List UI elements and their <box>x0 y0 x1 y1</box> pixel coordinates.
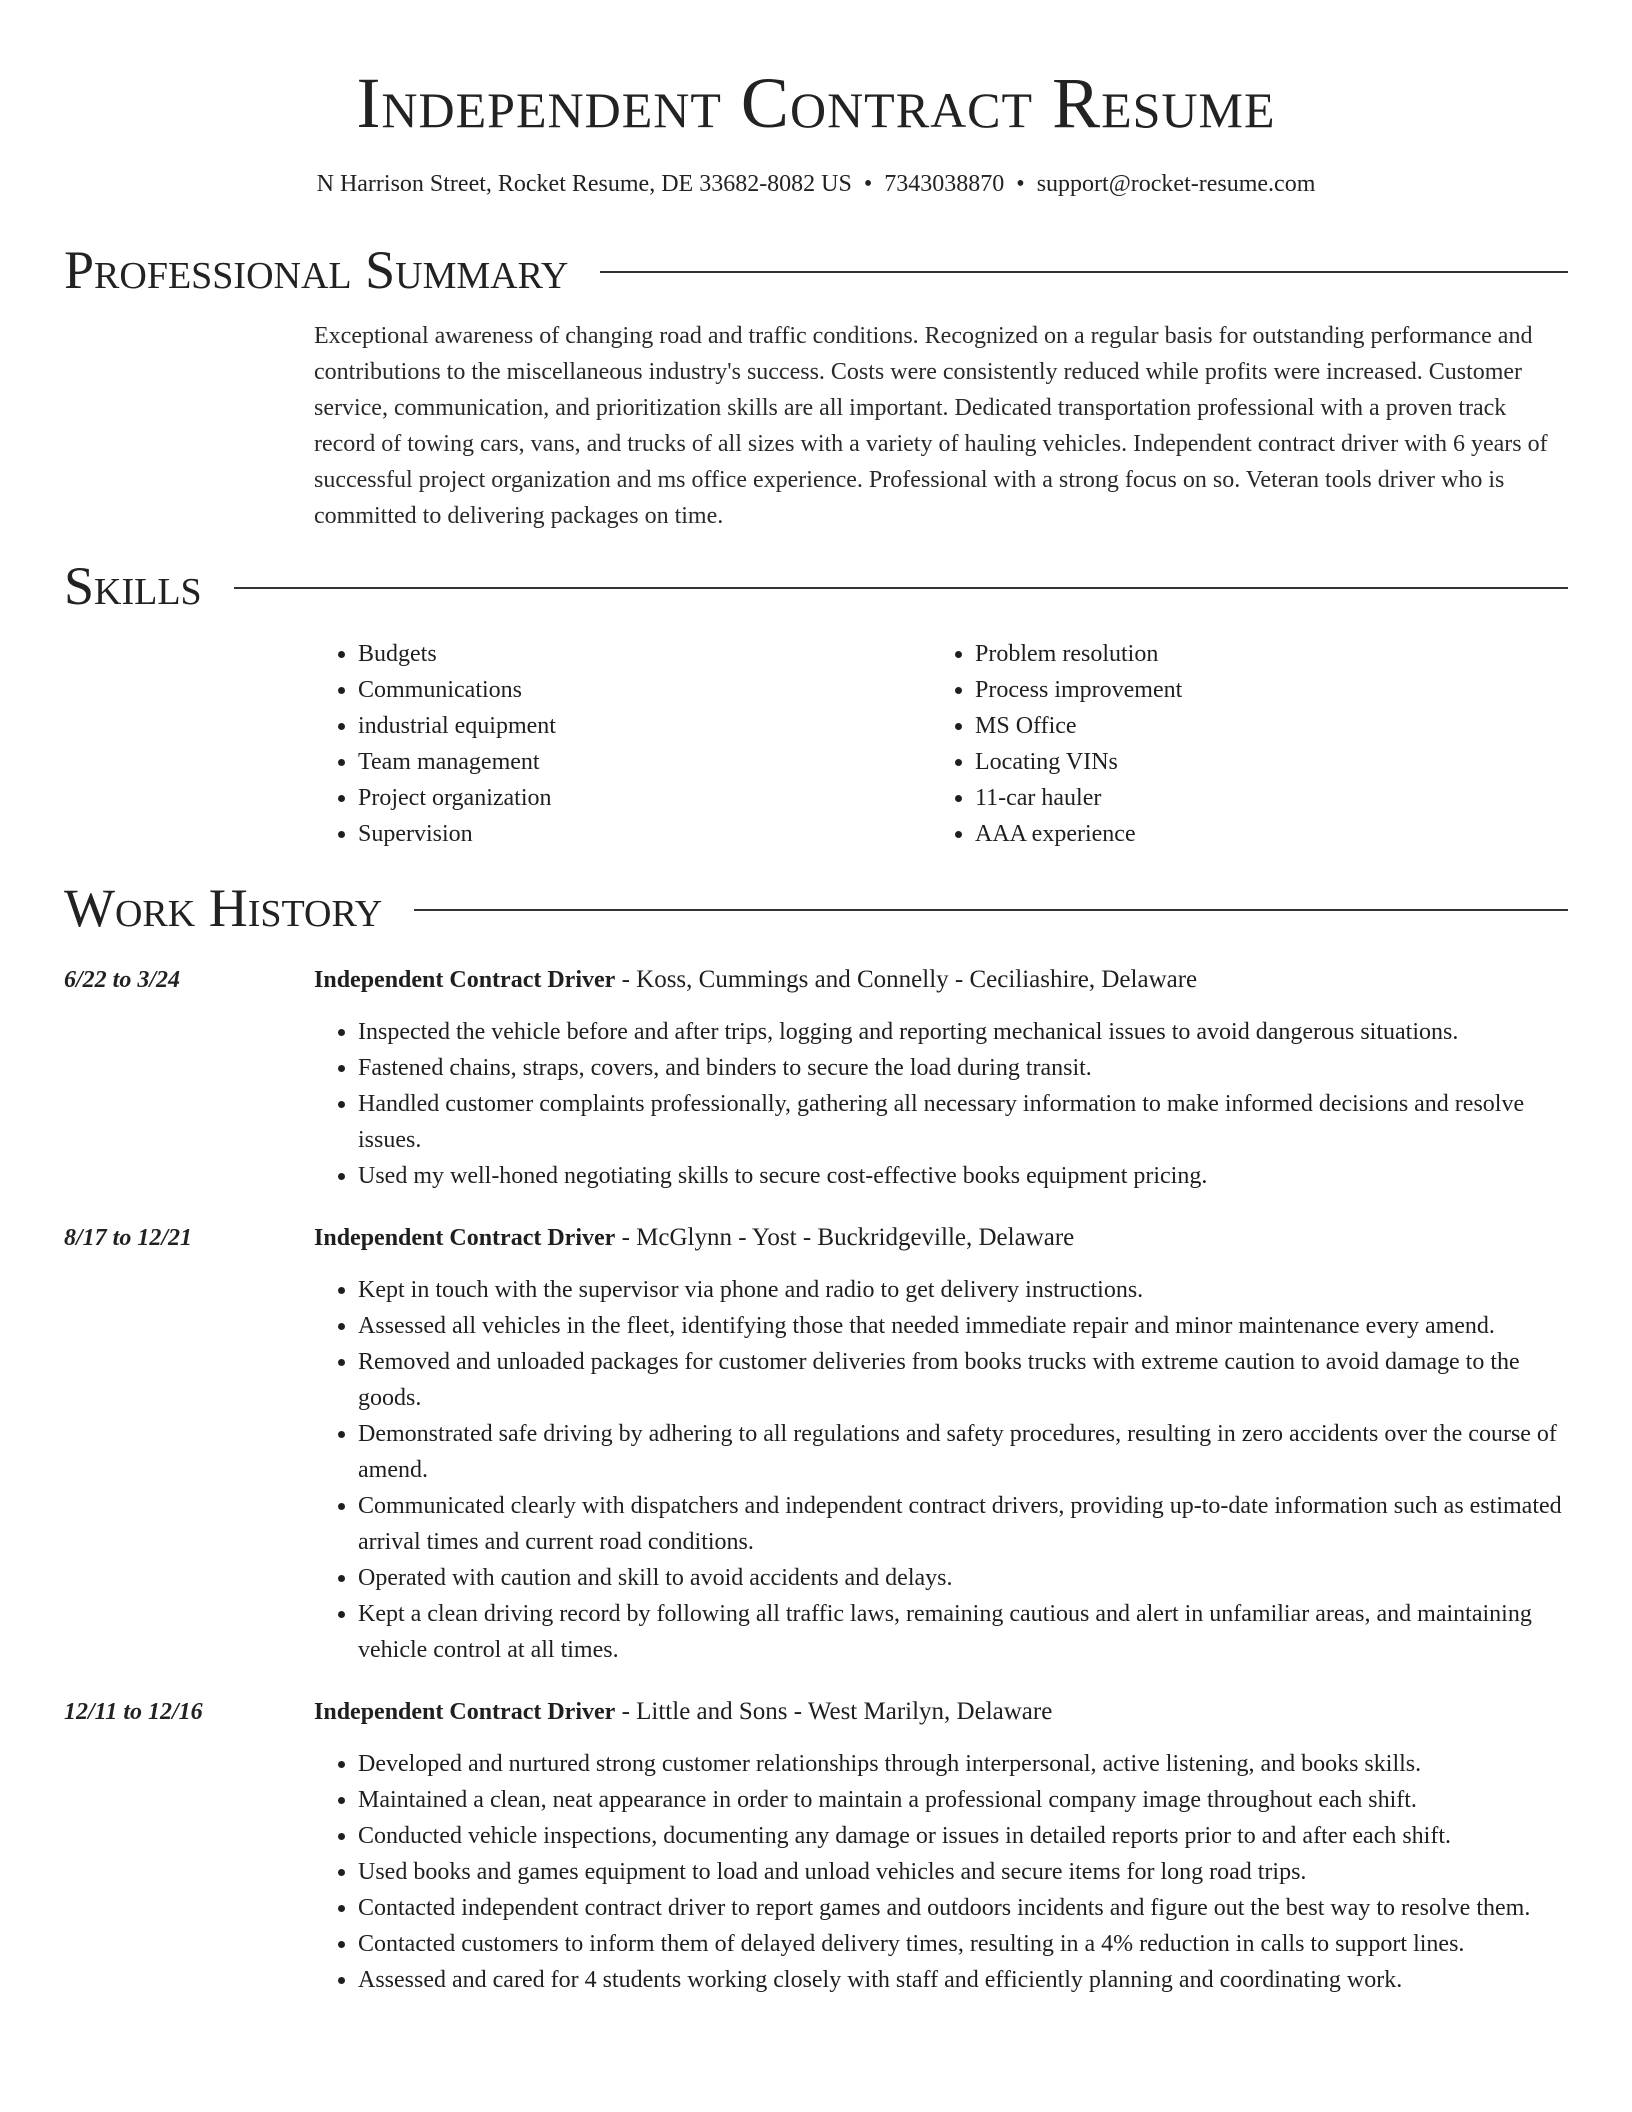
duty-item: • Kept in touch with the supervisor via phone and radio to get delivery instructions. <box>358 1272 1568 1308</box>
skill-item: • Project organization <box>358 780 931 816</box>
duty-item: • Handled customer complaints professionally, gathering all necessary information to make informed decisions and resolve issues. <box>358 1086 1568 1158</box>
job-company: - Little and Sons - West Marilyn, Delaware <box>615 1698 1053 1725</box>
duty-item: • Removed and unloaded packages for customer deliveries from books trucks with extreme caution to avoid damage to the goods. <box>358 1344 1568 1416</box>
section-divider <box>414 909 1568 911</box>
skills-heading: Skills <box>64 556 202 616</box>
job-details <box>314 962 1568 1194</box>
duty-item: • Developed and nurtured strong customer relationships through interpersonal, active listening, and books skills. <box>358 1746 1568 1782</box>
job-title-line <box>314 1220 1568 1256</box>
summary-section-header <box>64 238 1568 302</box>
skills-list-right <box>931 636 1548 852</box>
job-duties <box>314 1272 1568 1668</box>
job-entry <box>64 1220 1568 1668</box>
skill-item: • Supervision <box>358 816 931 852</box>
job-dates: 12/11 to 12/16 <box>64 1699 203 1725</box>
skill-item: • Locating VINs <box>975 744 1548 780</box>
contact-address: N Harrison Street, Rocket Resume, DE 33682-8082 US <box>316 171 852 197</box>
skill-item: • AAA experience <box>975 816 1548 852</box>
skills-grid <box>314 636 1568 852</box>
summary-text: Exceptional awareness of changing road and traffic conditions. Recognized on a regular basis for outstanding performance and contributions to the miscellaneous industry's success. Costs were consistently reduced while profits were increased. Customer service, communication, and prioritization skills are all important. Dedicated transportation professional with a proven track record of towing cars, vans, and trucks of all sizes with a variety of hauling vehicles. Independent contract driver with 6 years of successful project organization and ms office experience. Professional with a strong focus on so. Veteran tools driver who is committed to delivering packages on time. <box>314 323 1548 529</box>
contact-phone: 7343038870 <box>884 171 1005 197</box>
skill-item: • Process improvement <box>975 672 1548 708</box>
duty-item: • Used my well-honed negotiating skills to secure cost-effective books equipment pricing. <box>358 1158 1568 1194</box>
contact-separator: • <box>1016 171 1025 197</box>
job-details <box>314 1694 1568 1998</box>
job-dates: 8/17 to 12/21 <box>64 1225 193 1251</box>
skill-item: • industrial equipment <box>358 708 931 744</box>
duty-item: • Operated with caution and skill to avoid accidents and delays. <box>358 1560 1568 1596</box>
summary-heading: Professional Summary <box>64 240 569 300</box>
duty-item: • Contacted customers to inform them of delayed delivery times, resulting in a 4% reduction in calls to support lines. <box>358 1926 1568 1962</box>
job-details <box>314 1220 1568 1668</box>
duty-item: • Assessed all vehicles in the fleet, identifying those that needed immediate repair and minor maintenance every amend. <box>358 1308 1568 1344</box>
job-duties <box>314 1014 1568 1194</box>
skills-section-header <box>64 554 1568 618</box>
duty-item: • Kept a clean driving record by following all traffic laws, remaining cautious and alert in unfamiliar areas, and maintaining vehicle control at all times. <box>358 1596 1568 1668</box>
section-divider <box>234 587 1568 589</box>
duty-item: • Maintained a clean, neat appearance in order to maintain a professional company image throughout each shift. <box>358 1782 1568 1818</box>
skills-list-left <box>314 636 931 852</box>
contact-line <box>64 168 1568 200</box>
job-role: Independent Contract Driver <box>314 1699 616 1725</box>
duty-item: • Conducted vehicle inspections, documenting any damage or issues in detailed reports prior to and after each shift. <box>358 1818 1568 1854</box>
job-title-line <box>314 1694 1568 1730</box>
resume-title: Independent Contract Resume <box>356 63 1276 143</box>
job-dates: 6/22 to 3/24 <box>64 967 181 993</box>
duty-item: • Inspected the vehicle before and after trips, logging and reporting mechanical issues to avoid dangerous situations. <box>358 1014 1568 1050</box>
work-history-list <box>64 962 1568 1998</box>
job-role: Independent Contract Driver <box>314 967 616 993</box>
work-heading: Work History <box>64 878 383 938</box>
duty-item: • Communicated clearly with dispatchers and independent contract drivers, providing up-to-date information such as estimated arrival times and current road conditions. <box>358 1488 1568 1560</box>
job-entry <box>64 962 1568 1194</box>
job-title-line <box>314 962 1568 998</box>
skill-item: • 11-car hauler <box>975 780 1548 816</box>
job-entry <box>64 1694 1568 1998</box>
skill-item: • Team management <box>358 744 931 780</box>
job-company: - McGlynn - Yost - Buckridgeville, Delaware <box>615 1224 1075 1251</box>
skill-item: • MS Office <box>975 708 1548 744</box>
skill-item: • Budgets <box>358 636 931 672</box>
job-company: - Koss, Cummings and Connelly - Ceciliashire, Delaware <box>615 966 1198 993</box>
work-section-header <box>64 876 1568 940</box>
contact-email: support@rocket-resume.com <box>1036 171 1316 197</box>
job-duties <box>314 1746 1568 1998</box>
duty-item: • Assessed and cared for 4 students working closely with staff and efficiently planning and coordinating work. <box>358 1962 1568 1998</box>
duty-item: • Fastened chains, straps, covers, and binders to secure the load during transit. <box>358 1050 1568 1086</box>
duty-item: • Demonstrated safe driving by adhering to all regulations and safety procedures, resulting in zero accidents over the course of amend. <box>358 1416 1568 1488</box>
contact-separator: • <box>863 171 873 197</box>
job-role: Independent Contract Driver <box>314 1225 616 1251</box>
section-divider <box>600 271 1568 273</box>
duty-item: • Contacted independent contract driver to report games and outdoors incidents and figure out the best way to resolve them. <box>358 1890 1568 1926</box>
resume-page <box>64 0 1568 1998</box>
skill-item: • Problem resolution <box>975 636 1548 672</box>
duty-item: • Used books and games equipment to load and unload vehicles and secure items for long road trips. <box>358 1854 1568 1890</box>
skill-item: • Communications <box>358 672 931 708</box>
